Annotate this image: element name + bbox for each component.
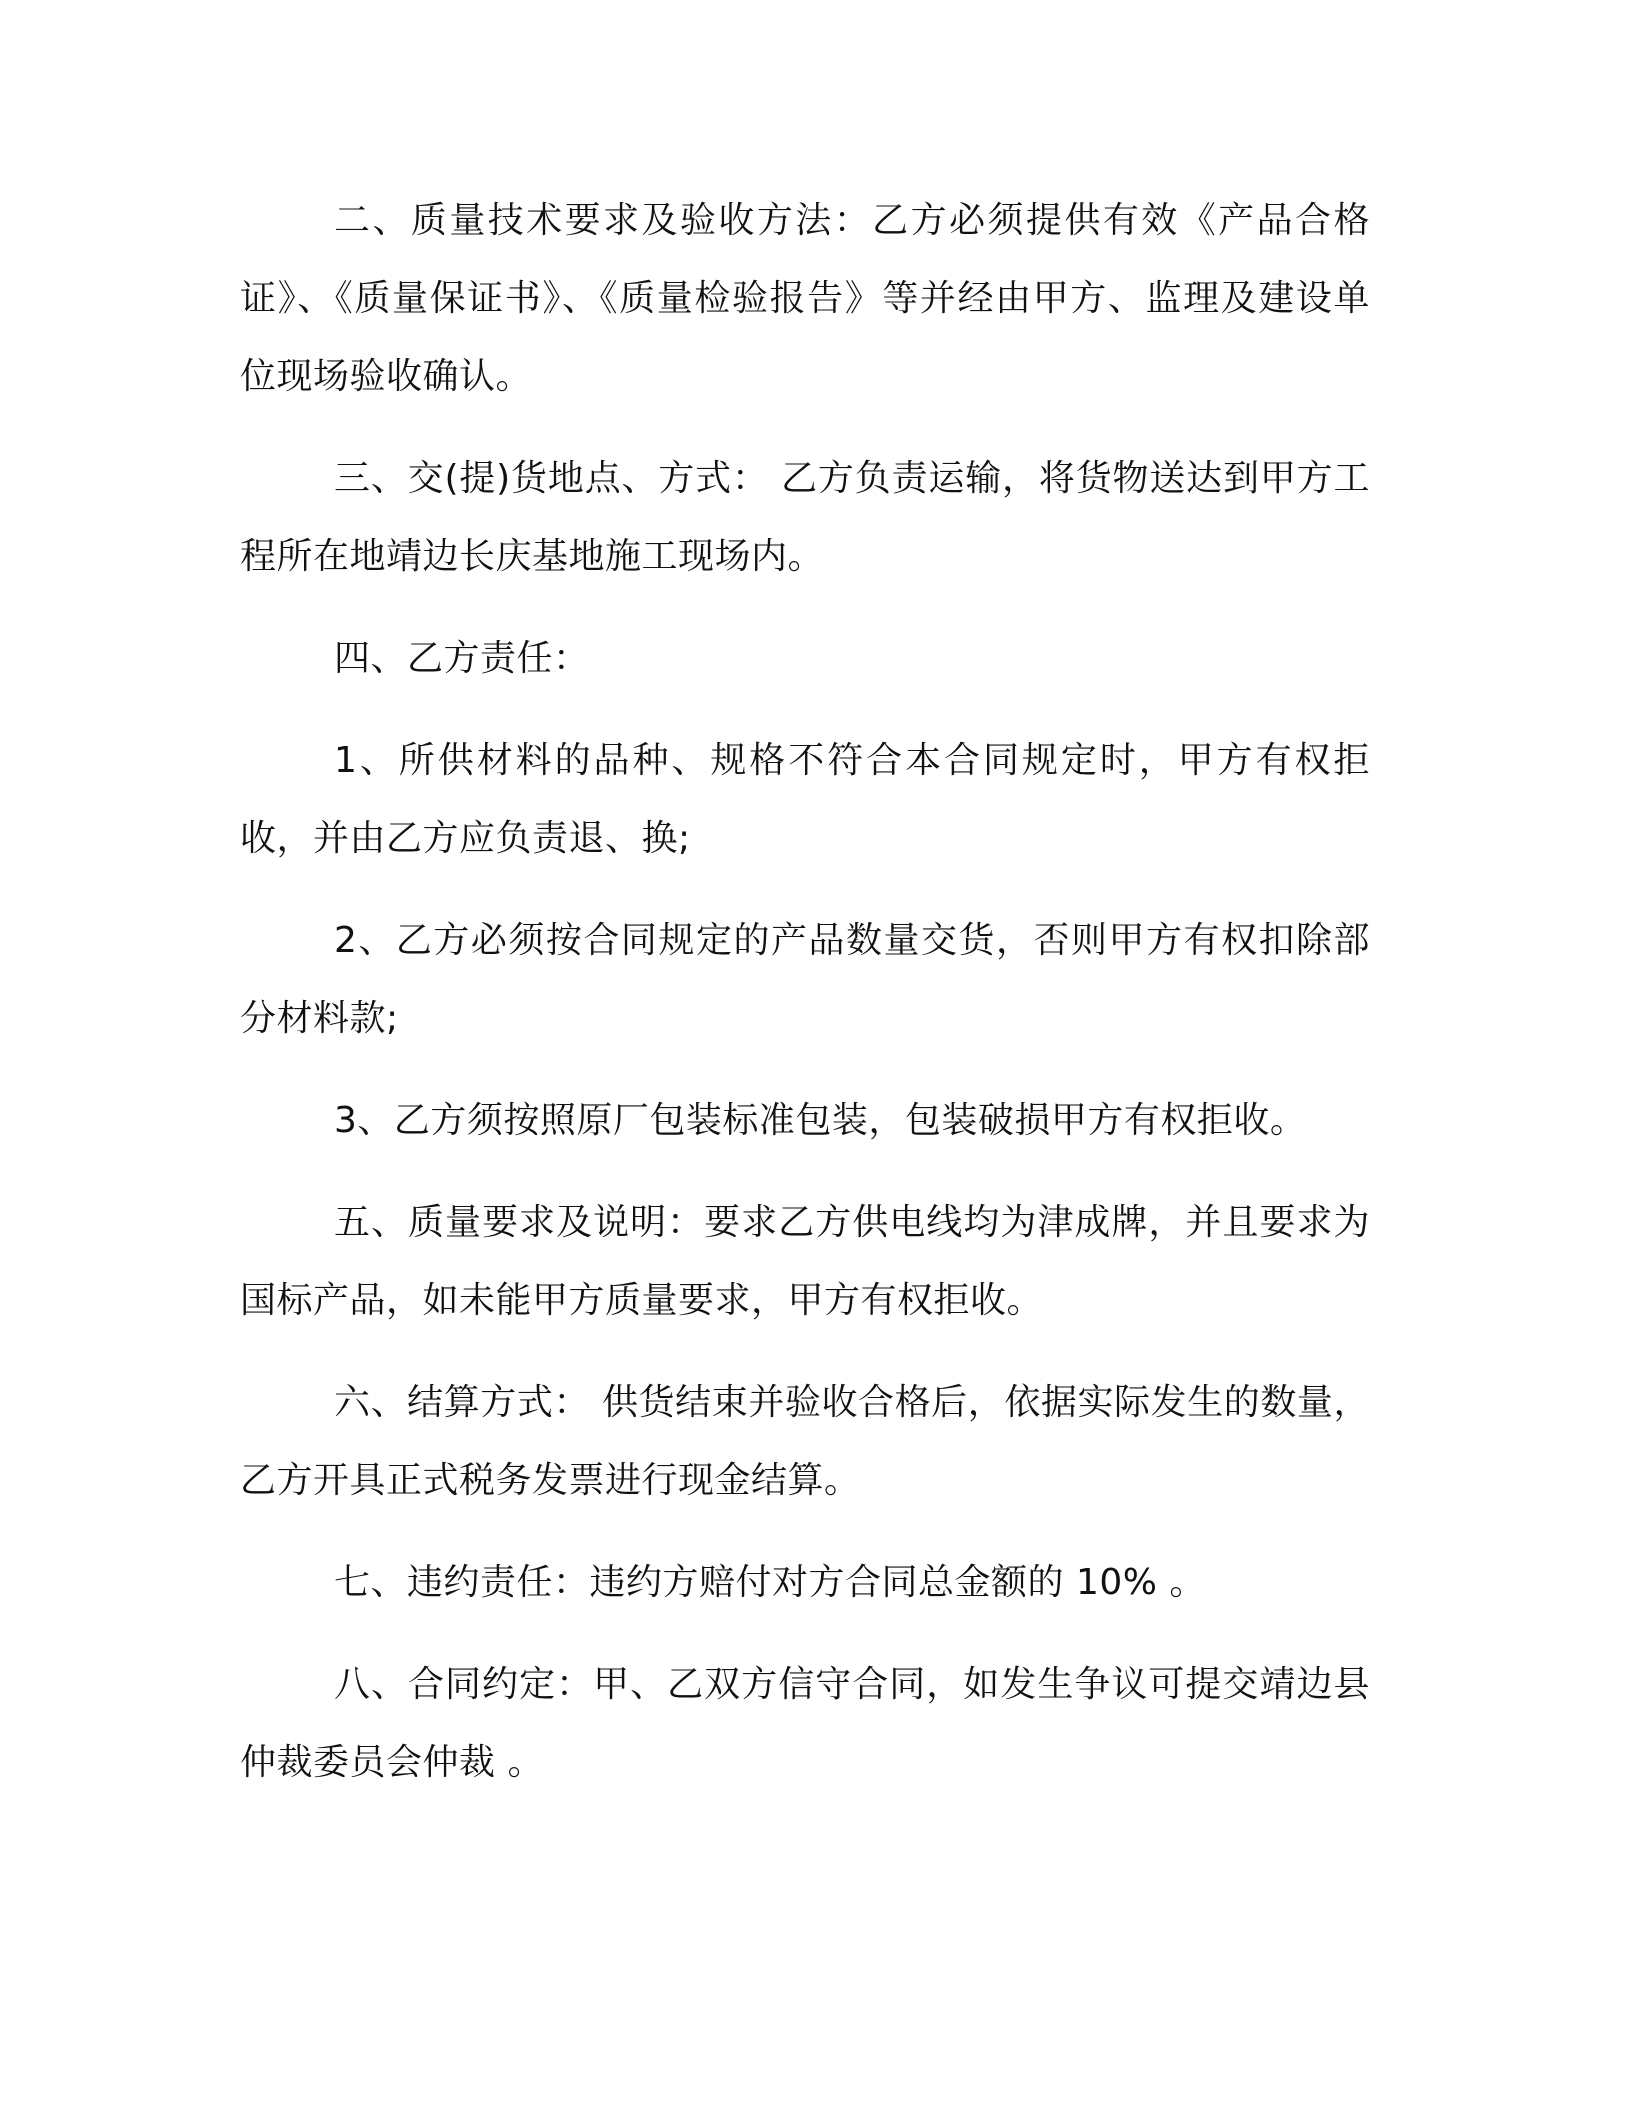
clause-responsibility-item-1: 1、所供材料的品种、规格不符合本合同规定时，甲方有权拒收，并由乙方应负责退、换; (240, 740, 1370, 859)
clause-delivery-location: 三、交(提)货地点、方式： 乙方负责运输，将货物送达到甲方工程所在地靖边长庆基地施工现场内。 (240, 458, 1370, 577)
clause-contract-agreement: 八、合同约定：甲、乙双方信守合同，如发生争议可提交靖边县仲裁委员会仲裁 。 (240, 1664, 1370, 1783)
clause-breach-liability: 七、违约责任：违约方赔付对方合同总金额的 10% 。 (334, 1562, 1206, 1603)
clause-quality-acceptance: 二、质量技术要求及验收方法：乙方必须提供有效《产品合格证》、《质量保证书》、《质量检验报告》等并经由甲方、监理及建设单位现场验收确认。 (240, 200, 1370, 397)
document-page (240, 182, 1370, 1826)
clause-responsibility-item-3: 3、乙方须按照原厂包装标准包装，包装破损甲方有权拒收。 (334, 1100, 1307, 1141)
clause-quality-requirements: 五、质量要求及说明：要求乙方供电线均为津成牌，并且要求为国标产品，如未能甲方质量要求，甲方有权拒收。 (240, 1202, 1370, 1321)
clause-responsibility-item-2: 2、乙方必须按合同规定的产品数量交货，否则甲方有权扣除部分材料款; (240, 920, 1370, 1039)
clause-settlement-method: 六、结算方式： 供货结束并验收合格后，依据实际发生的数量，乙方开具正式税务发票进行现金结算。 (240, 1382, 1370, 1501)
clause-party-b-responsibility-heading: 四、乙方责任： (334, 638, 590, 679)
